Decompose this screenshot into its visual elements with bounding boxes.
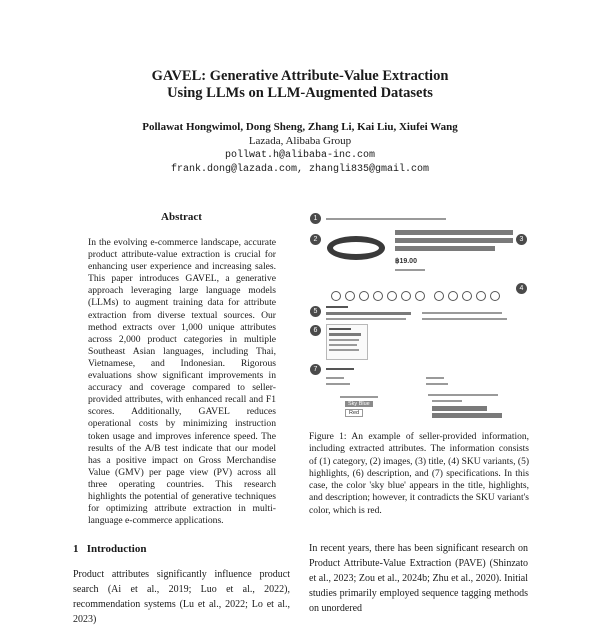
- spec-selected: [432, 406, 487, 411]
- spec-line: [326, 383, 350, 385]
- title-highlight: [395, 230, 513, 235]
- variant-icon: [415, 291, 425, 301]
- variant-icon: [359, 291, 369, 301]
- description-line: [329, 344, 357, 346]
- section-heading-introduction: [73, 543, 146, 555]
- spec-line: [340, 396, 378, 398]
- variant-icon: [401, 291, 411, 301]
- section-title: Introduction: [86, 543, 147, 555]
- spec-line: [428, 394, 498, 396]
- abstract-heading: Abstract: [161, 211, 202, 223]
- title-line-2: Using LLMs on LLM-Augmented Datasets: [167, 85, 433, 101]
- variant-icon: [434, 291, 444, 301]
- spec-line: [326, 377, 344, 379]
- figure-badge-6: 6: [310, 325, 321, 336]
- sku-bar: [395, 269, 425, 271]
- color-option-red: [345, 409, 363, 417]
- spec-line: [426, 377, 444, 379]
- highlights-line: [422, 312, 502, 314]
- highlights-line: [326, 312, 411, 315]
- introduction-body: Product attributes significantly influence product search (Ai et al., 2019; Luo et al., 2022), recommendation systems (Lu et al., 2022; Lo et al., 2023): [73, 569, 290, 625]
- highlights-line: [422, 318, 507, 320]
- title-highlight-3: [395, 246, 495, 251]
- variant-icon: [476, 291, 486, 301]
- author-list: Pollawat Hongwimol, Dong Sheng, Zhang Li, Kai Liu, Xiufei Wang: [142, 121, 458, 133]
- description-line: [329, 349, 359, 351]
- variant-icon: [331, 291, 341, 301]
- description-line: [329, 333, 361, 336]
- highlights-line: [326, 318, 406, 320]
- category-bar: [326, 218, 446, 220]
- figure-badge-2: 2: [310, 234, 321, 245]
- email-line-2: frank.dong@lazada.com, zhangli835@gmail.com: [170, 164, 430, 175]
- figure-badge-3: 3: [516, 234, 527, 245]
- abstract-body: In the evolving e-commerce landscape, accurate product attribute-value extraction is crucial for enhancing user experience and increasing sales. This paper introduces GAVEL, a generative approach leveraging large language models (LLMs) to augment training data for attribute extraction from diverse textual sources. Our method extracts over 1,000 unique attributes across 2,000 product categories in multiple Southeast Asian languages, including Thai, Vietnamese, and Indonesian. Rigorous evaluations show significant improvements in accuracy and coverage compared to seller-provided attributes, with enhanced recall and F1 scores. Additionally, GAVEL reduces operational costs by minimizing instruction token usage and improves inference speed. The results of the A/B test indicate that our model has a positive impact on Gross Merchandise Value (GMV) per page view (PV) across all three operating countries. This research highlights the potential of generative techniques for optimizing attribute extraction in multi-language e-commerce applications.: [88, 237, 276, 527]
- figure-badge-4: 4: [516, 283, 527, 294]
- variant-icon: [448, 291, 458, 301]
- variant-icon: [345, 291, 355, 301]
- section-number: 1: [73, 543, 79, 555]
- figure-badge-5: 5: [310, 306, 321, 317]
- paper-title: [0, 68, 600, 102]
- variant-icon: [387, 291, 397, 301]
- spec-line: [426, 383, 448, 385]
- product-ring-image: [327, 236, 385, 260]
- description-line: [329, 339, 359, 341]
- affiliation: Lazada, Alibaba Group: [248, 135, 352, 147]
- email-line-1: pollwat.h@alibaba-inc.com: [224, 150, 376, 161]
- specifications-bar: [326, 368, 354, 370]
- color-option-label: Sky Blue: [348, 401, 370, 407]
- description-line: [329, 328, 351, 330]
- highlights-bar: [326, 306, 348, 308]
- color-option-sky-blue: [345, 401, 373, 407]
- right-column-body: In recent years, there has been significant research on Product Attribute-Value Extraction (PAVE) (Shinzato et al., 2023; Zou et al., 2024b; Zhu et al., 2020). Initial studies primarily employed sequence tagging methods on unordered: [309, 543, 528, 614]
- figure-badge-1: 1: [310, 213, 321, 224]
- color-option-label: Red: [349, 410, 360, 416]
- title-line-1: GAVEL: Generative Attribute-Value Extraction: [151, 68, 449, 84]
- figure-badge-7: 7: [310, 364, 321, 375]
- variant-icon: [490, 291, 500, 301]
- variant-icon: [373, 291, 383, 301]
- spec-line: [432, 400, 462, 402]
- variant-icon: [462, 291, 472, 301]
- price-text: ฿19.00: [395, 258, 417, 265]
- title-highlight-2: [395, 238, 513, 243]
- figure-caption: Figure 1: An example of seller-provided information, including extracted attributes. The information consists of (1) category, (2) images, (3) title, (4) SKU variants, (5) highlights, (6) description, and (7) specifications. In this case, the color 'sky blue' appears in the title, highlights, and description; however, it contradicts the SKU variant's color, which is red.: [309, 432, 529, 516]
- spec-selected: [432, 413, 502, 418]
